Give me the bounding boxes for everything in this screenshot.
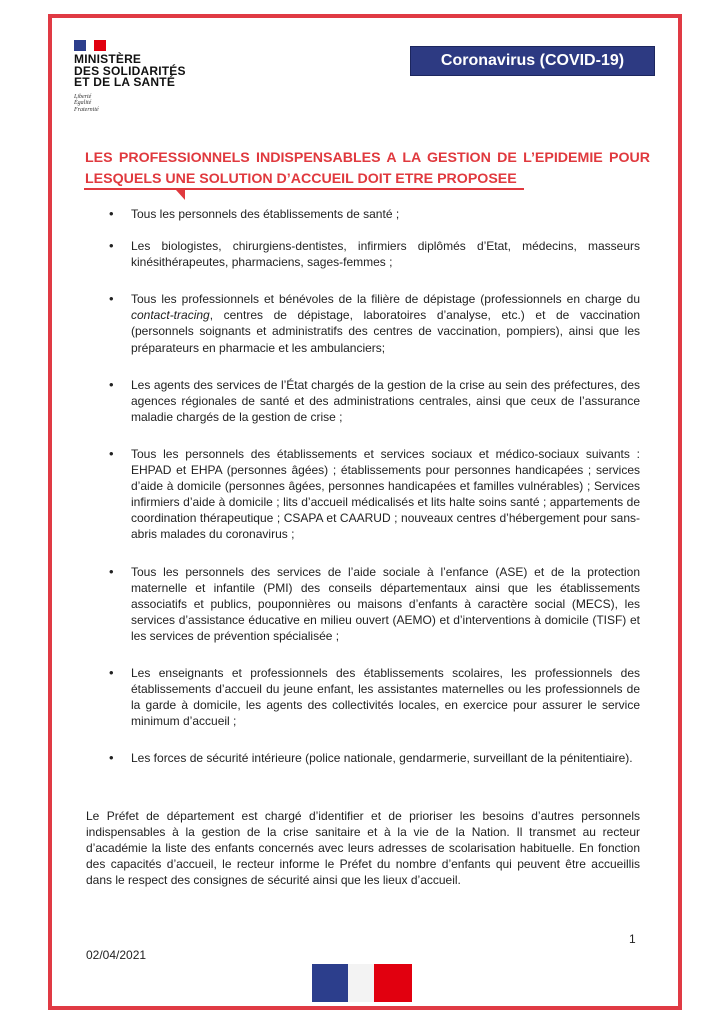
ministry-line: MINISTÈRE (74, 52, 142, 66)
marianne-flag-icon (74, 40, 106, 51)
list-item: • Les forces de sécurité intérieure (police nationale, gendarmerie, surveillant de la pénitentiaire). (108, 750, 640, 766)
ministry-line: ET DE LA SANTÉ (74, 75, 176, 89)
ministry-logo (74, 40, 186, 113)
list-item: • Les biologistes, chirurgiens-dentistes, infirmiers diplômés d’Etat, médecins, masseurs kinésithérapeutes, pharmaciens, sages-femmes ; (108, 238, 640, 270)
list-item: • Tous les personnels des services de l’aide sociale à l’enfance (ASE) et de la protection maternelle et infantile (PMI) des conseils départementaux ainsi que les établissements associatifs et publics, pouponnières ou maisons d’enfants à caractère social (MECS), les services d’assistance éducative en milieu ouvert (AEMO) et d’interventions à domicile (TISF) et les services de prévention spécialisée ; (108, 564, 640, 644)
list-item-text: , centres de dépistage, laboratoires d’analyse, etc.) et de vaccination (personnels soignants et administratifs des centres de vaccination, pompiers), ainsi que les préparateurs en pharmacie et les ambulanciers; (131, 308, 640, 355)
coronavirus-banner: Coronavirus (COVID-19) (410, 46, 655, 76)
marianne-footer-logo-icon (312, 964, 412, 1002)
motto-line: Liberté (74, 93, 92, 100)
heading-pointer (176, 190, 185, 200)
closing-paragraph: Le Préfet de département est chargé d’identifier et de prioriser les besoins d’autres personnels indispensables à la gestion de la crise sanitaire et à la vie de la Nation. Il transmet au recteur d’académie la liste des enfants concernés avec leurs adresses de scolarisation habituelle. En fonction des capacités d’accueil, le recteur informe le Préfet du nombre d’enfants qui peuvent être accueillis dans le respect des consignes de sécurité ainsi que les lieux d’accueil. (86, 809, 640, 888)
page-number: 1 (629, 932, 636, 946)
list-item-italic: contact-tracing (131, 308, 210, 323)
ministry-name (74, 54, 186, 89)
list-item: • Tous les personnels des établissements et services sociaux et médico-sociaux suivants : EHPAD et EHPA (personnes âgées) ; établissements pour personnes handicapées ; services d’aide à domicile (personnes âgées, personnes handicapées et familles vulnérables) ; Services infirmiers d’aide à domicile ; lits d’accueil médicalisés et lits halte soins santé ; appartements de coordination thérapeutique ; CSAPA et CAARUD ; nouveaux centres d’hébergement pour sans-abris malades du coronavirus ; (108, 446, 640, 543)
professionals-list (108, 206, 640, 766)
document-date: 02/04/2021 (86, 948, 147, 962)
list-item: • Les agents des services de l’État chargés de la gestion de la crise au sein des préfectures, des agences régionales de santé et des administrations centrales, ainsi que ceux de l’assurance maladie chargés de la gestion de crise ; (108, 377, 640, 425)
list-item: • Les enseignants et professionnels des établissements scolaires, les professionnels des établissements d’accueil du jeune enfant, les assistantes maternelles ou les professionnels de la garde à domicile, les agents des collectivités locales, en exercice pour assurer le service minimum d’accueil ; (108, 665, 640, 729)
republic-motto (74, 94, 186, 114)
list-item (108, 291, 640, 355)
motto-line: Fraternité (74, 106, 99, 113)
list-item-text: Tous les professionnels et bénévoles de la filière de dépistage (professionnels en charge du (131, 292, 640, 307)
list-item: • Tous les personnels des établissements de santé ; (108, 206, 640, 222)
ministry-line: DES SOLIDARITÉS (74, 63, 186, 78)
motto-line: Égalité (74, 100, 92, 106)
document-heading: LES PROFESSIONNELS INDISPENSABLES A LA GESTION DE L’EPIDEMIE POUR LESQUELS UNE SOLUTION D’ACCUEIL DOIT ETRE PROPOSEE (85, 150, 650, 187)
heading-underline (84, 188, 524, 190)
